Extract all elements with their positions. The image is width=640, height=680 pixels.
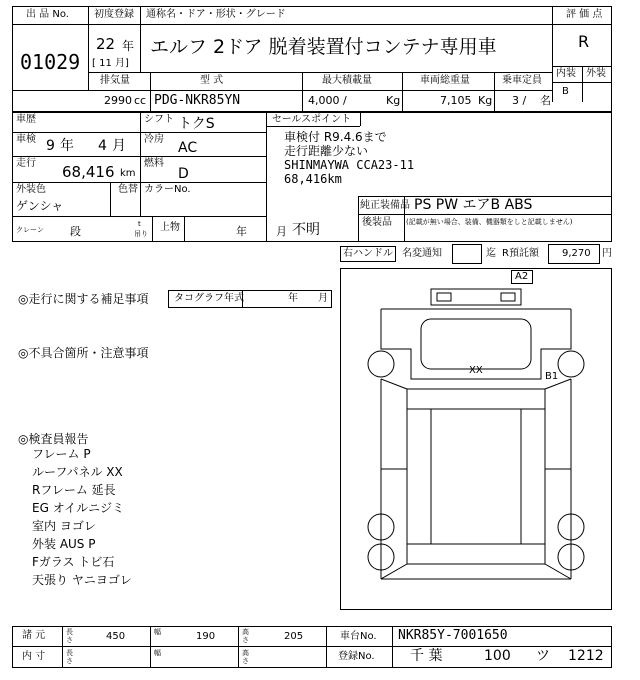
inspection-year: 9 bbox=[46, 138, 55, 154]
equipment-label: 純正装備品 bbox=[360, 200, 410, 211]
first-reg-month: [ 11 月] bbox=[92, 58, 129, 69]
mark-xx: XX bbox=[469, 365, 483, 376]
upper-unknown: 不明 bbox=[292, 222, 320, 238]
displacement-label: 排気量 bbox=[100, 75, 130, 86]
inspection-month: 4 bbox=[98, 138, 107, 154]
length: 450 bbox=[106, 631, 126, 642]
crane-stage: 段 bbox=[70, 225, 81, 238]
color-label: 外装色 bbox=[16, 184, 46, 195]
sales-point-label: セールスポイント bbox=[272, 114, 352, 125]
sales-line-1: 車検付 R9.4.6まで bbox=[284, 130, 387, 144]
inspector-line-6: 外装 AUS P bbox=[32, 537, 96, 551]
equipment: PS PW エアB ABS bbox=[414, 197, 533, 213]
lot-number: 01029 bbox=[20, 50, 81, 74]
capacity-unit: 名 bbox=[540, 94, 551, 107]
lot-label: 出 品 No. bbox=[26, 9, 69, 20]
upper-year-unit: 年 bbox=[236, 225, 247, 238]
inspection-month-unit: 月 bbox=[112, 138, 126, 154]
recycle-label: R預託額 bbox=[502, 248, 539, 259]
length-label: 長さ bbox=[66, 628, 73, 644]
crane-ton: t bbox=[138, 220, 141, 228]
handle: 右ハンドル bbox=[343, 248, 393, 259]
gross-weight-unit: Kg bbox=[478, 94, 493, 107]
chassis-number: NKR85Y-7001650 bbox=[398, 628, 508, 643]
inner-length-label: 長さ bbox=[66, 649, 73, 665]
air-conditioner: AC bbox=[178, 140, 198, 156]
width-label: 幅 bbox=[154, 628, 161, 636]
inspector-line-7: Fガラス トビ石 bbox=[32, 555, 115, 569]
shift-label: シフト bbox=[144, 114, 174, 125]
inspector-line-4: EG オイルニジミ bbox=[32, 501, 125, 515]
owner-change-unit: 迄 bbox=[486, 248, 496, 259]
overall-grade: R bbox=[578, 32, 590, 51]
height: 205 bbox=[284, 631, 304, 642]
inspector-line-1: フレーム P bbox=[32, 447, 91, 461]
inspection-label: 車検 bbox=[16, 134, 36, 145]
gross-weight-label: 車両総重量 bbox=[420, 75, 470, 86]
aftermarket-note: (記載が無い場合、装備、機器類をしと記載しません) bbox=[406, 218, 573, 226]
inspector-line-8: 天張り ヤニヨゴレ bbox=[32, 573, 132, 587]
tacho-label: タコグラフ年式 bbox=[174, 293, 244, 304]
driving-remarks-label: ◎走行に関する補足事項 bbox=[18, 292, 149, 306]
grade-label: 評 価 点 bbox=[566, 9, 603, 20]
upper-label: 上物 bbox=[160, 222, 180, 233]
width: 190 bbox=[196, 631, 216, 642]
inner-dims-label: 内 寸 bbox=[22, 651, 46, 662]
defects-label: ◎不具合箇所・注意事項 bbox=[18, 346, 149, 360]
first-reg-label: 初度登録 bbox=[94, 9, 134, 20]
sales-line-2: 走行距離少ない bbox=[284, 144, 369, 158]
crane-label: クレーン bbox=[16, 226, 44, 234]
tacho-month-unit: 月 bbox=[318, 293, 328, 304]
mileage-unit: km bbox=[120, 168, 136, 179]
dims-label: 諸 元 bbox=[22, 630, 46, 641]
inspector-label: ◎検査員報告 bbox=[18, 432, 89, 446]
first-reg-year: 22 bbox=[96, 35, 116, 53]
shift: トクS bbox=[178, 116, 215, 132]
model: PDG-NKR85YN bbox=[154, 93, 241, 108]
owner-change-box bbox=[452, 244, 482, 264]
max-load-unit: Kg bbox=[386, 94, 401, 107]
recycle-amount: 9,270 bbox=[562, 248, 591, 259]
reg-label: 登録No. bbox=[338, 651, 375, 662]
ac-label: 冷房 bbox=[144, 134, 164, 145]
reg-number: 1212 bbox=[568, 648, 604, 664]
inspection-year-unit: 年 bbox=[60, 138, 74, 154]
mileage-label: 走行 bbox=[16, 158, 36, 169]
mark-b1: B1 bbox=[545, 371, 559, 382]
reg-area: 千 葉 bbox=[410, 648, 443, 664]
inner-height-label: 高さ bbox=[242, 649, 249, 665]
crane-hoist: 吊り bbox=[134, 230, 148, 238]
mileage: 68,416 bbox=[62, 163, 115, 181]
color: ゲンシャ bbox=[16, 199, 64, 213]
model-label: 型 式 bbox=[200, 75, 224, 86]
footer-frame bbox=[12, 626, 612, 668]
chassis-label: 車台No. bbox=[340, 631, 377, 642]
tacho-year-unit: 年 bbox=[288, 293, 298, 304]
color-no-label: カラーNo. bbox=[144, 184, 191, 195]
inspector-line-2: ルーフパネル XX bbox=[32, 465, 123, 479]
truck-outline bbox=[341, 269, 611, 609]
max-load-label: 最大積載量 bbox=[322, 75, 372, 86]
cc-unit: cc bbox=[134, 94, 147, 107]
interior-grade: B bbox=[562, 86, 569, 97]
aftermarket-label: 後装品 bbox=[362, 217, 392, 228]
reg-class: 100 bbox=[484, 648, 511, 664]
capacity: 3 / bbox=[512, 94, 527, 107]
inner-width-label: 幅 bbox=[154, 649, 161, 657]
car-name-label: 通称名・ドア・形状・グレード bbox=[146, 9, 286, 20]
car-name: エルフ 2ドア 脱着装置付コンテナ専用車 bbox=[150, 36, 497, 58]
mark-a2: A2 bbox=[515, 271, 529, 282]
capacity-label: 乗車定員 bbox=[502, 75, 542, 86]
upper-month-unit: 月 bbox=[276, 225, 287, 238]
max-load: 4,000 / bbox=[308, 94, 347, 107]
fuel-label: 燃料 bbox=[144, 158, 164, 169]
recycle-yen: 円 bbox=[602, 248, 612, 259]
interior-label: 内装 bbox=[556, 68, 576, 79]
first-reg-year-unit: 年 bbox=[122, 39, 135, 53]
exterior-label: 外装 bbox=[586, 68, 606, 79]
fuel: D bbox=[178, 166, 189, 182]
history-label: 車歴 bbox=[16, 114, 36, 125]
inspector-line-5: 室内 ヨゴレ bbox=[32, 519, 96, 533]
color-swap-label: 色替 bbox=[118, 184, 138, 195]
height-label: 高さ bbox=[242, 628, 249, 644]
reg-kana: ツ bbox=[536, 648, 550, 664]
inspector-line-3: Rフレーム 延長 bbox=[32, 483, 116, 497]
owner-change-label: 名変通知 bbox=[402, 248, 442, 259]
displacement: 2990 bbox=[104, 94, 132, 107]
truck-diagram bbox=[340, 268, 612, 610]
sales-line-3: SHINMAYWA CCA23-11 bbox=[284, 158, 415, 172]
sales-line-4: 68,416km bbox=[284, 172, 342, 186]
gross-weight: 7,105 bbox=[440, 94, 472, 107]
